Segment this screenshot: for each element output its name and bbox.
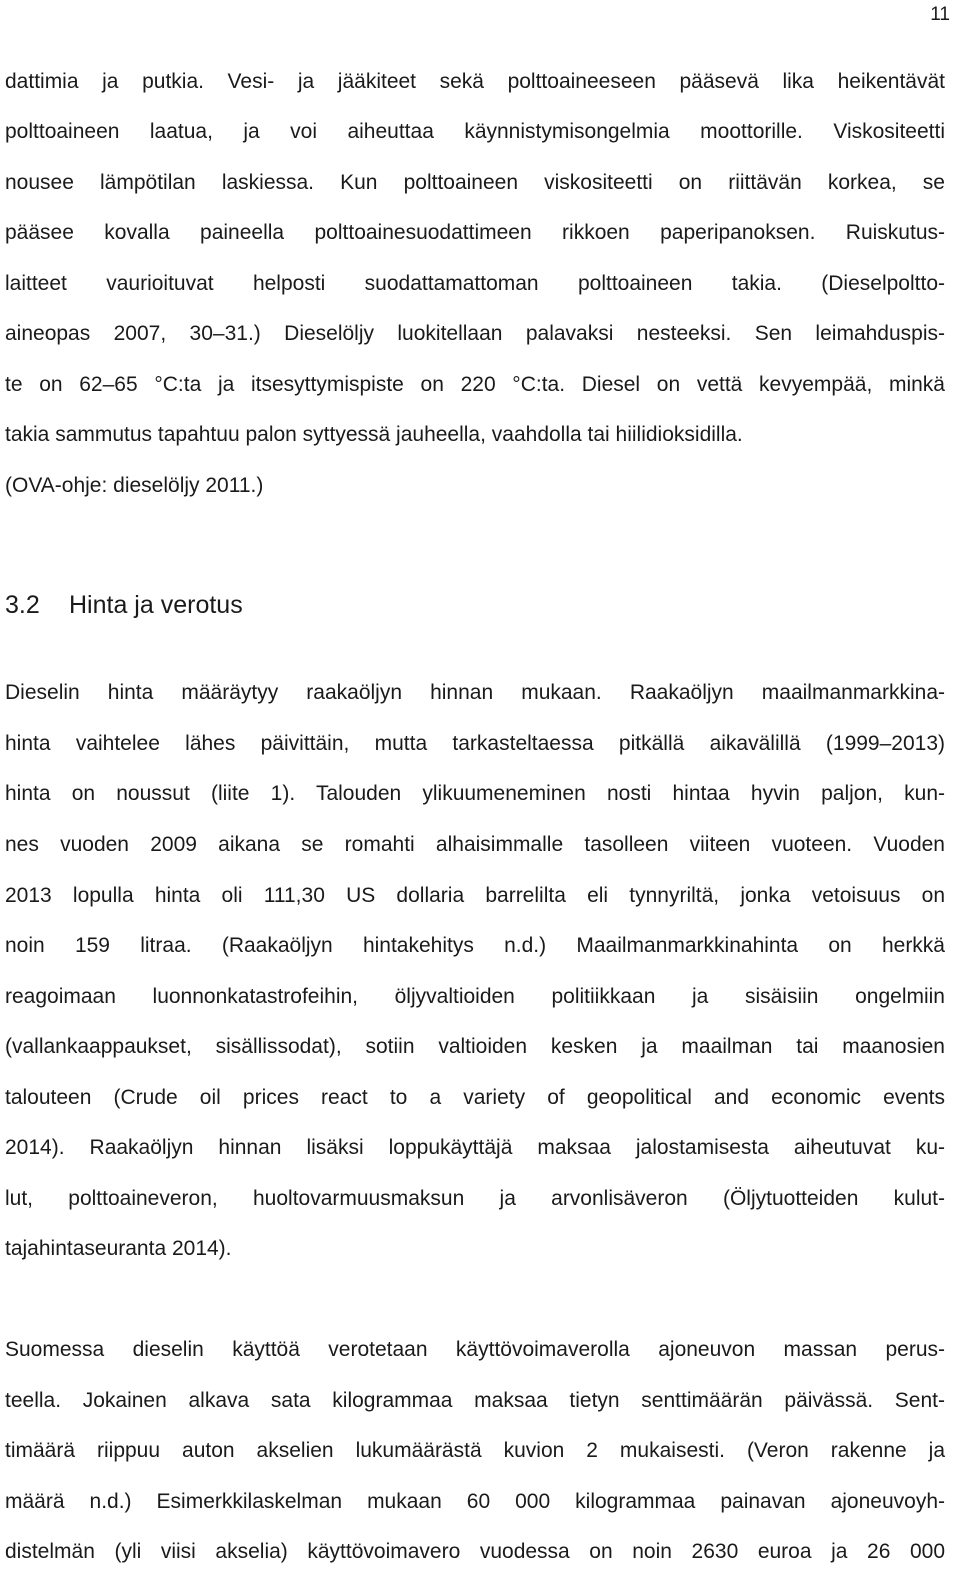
text-line: 2014). Raakaöljyn hinnan lisäksi loppukäyttäjä maksaa jalostamisesta aiheutuvat ku- (5, 1136, 945, 1159)
text-line: hinta on noussut (liite 1). Talouden ylikuumeneminen nosti hintaa hyvin paljon, kun- (5, 782, 945, 805)
section-number: 3.2 (5, 591, 40, 619)
text-line: Suomessa dieselin käyttöä verotetaan käyttövoimaverolla ajoneuvon massan perus- (5, 1338, 945, 1361)
section-heading (5, 585, 243, 625)
text-line: noin 159 litraa. (Raakaöljyn hintakehitys n.d.) Maailmanmarkkinahinta on herkkä (5, 934, 945, 957)
text-line: timäärä riippuu auton akselien lukumäärästä kuvion 2 mukaisesti. (Veron rakenne ja (5, 1439, 945, 1462)
text-line: te on 62–65 °C:ta ja itsesyttymispiste on 220 °C:ta. Diesel on vettä kevyempää, minkä (5, 373, 945, 396)
text-line: nes vuoden 2009 aikana se romahti alhaisimmalle tasolleen viiteen vuoteen. Vuoden (5, 833, 945, 856)
text-line: talouteen (Crude oil prices react to a variety of geopolitical and economic events (5, 1086, 945, 1109)
text-line: reagoimaan luonnonkatastrofeihin, öljyvaltioiden politiikkaan ja sisäisiin ongelmiin (5, 985, 945, 1008)
text-line: aineopas 2007, 30–31.) Dieselöljy luokitellaan palavaksi nesteeksi. Sen leimahduspis- (5, 322, 945, 345)
text-line: 2013 lopulla hinta oli 111,30 US dollaria barrelilta eli tynnyriltä, jonka vetoisuus on (5, 884, 945, 907)
text-line: (OVA-ohje: dieselöljy 2011.) (5, 474, 264, 497)
text-line: pääsee kovalla paineella polttoainesuodattimeen rikkoen paperipanoksen. Ruiskutus- (5, 221, 945, 244)
text-line: takia sammutus tapahtuu palon syttyessä jauheella, vaahdolla tai hiilidioksidilla. (5, 423, 743, 446)
page-number: 11 (930, 4, 950, 25)
section-title: Hinta ja verotus (69, 591, 243, 619)
text-line: dattimia ja putkia. Vesi- ja jääkiteet sekä polttoaineeseen pääsevä lika heikentävät (5, 70, 945, 93)
text-line: laitteet vaurioituvat helposti suodattamattoman polttoaineen takia. (Dieselpoltto- (5, 272, 945, 295)
text-line: distelmän (yli viisi akselia) käyttövoimavero vuodessa on noin 2630 euroa ja 26 000 (5, 1540, 945, 1563)
text-line: tajahintaseuranta 2014). (5, 1237, 232, 1260)
text-line: nousee lämpötilan laskiessa. Kun polttoaineen viskositeetti on riittävän korkea, se (5, 171, 945, 194)
text-line: polttoaineen laatua, ja voi aiheuttaa käynnistymisongelmia moottorille. Viskositeetti (5, 120, 945, 143)
text-line: lut, polttoaineveron, huoltovarmuusmaksun ja arvonlisäveron (Öljytuotteiden kulut- (5, 1187, 945, 1210)
text-line: (vallankaappaukset, sisällissodat), sotiin valtioiden kesken ja maailman tai maanosien (5, 1035, 945, 1058)
text-line: Dieselin hinta määräytyy raakaöljyn hinnan mukaan. Raakaöljyn maailmanmarkkina- (5, 681, 945, 704)
text-line: teella. Jokainen alkava sata kilogrammaa maksaa tietyn senttimäärän päivässä. Sent- (5, 1389, 945, 1412)
text-line: määrä n.d.) Esimerkkilaskelman mukaan 60 000 kilogrammaa painavan ajoneuvoyh- (5, 1490, 945, 1513)
text-line: hinta vaihtelee lähes päivittäin, mutta tarkasteltaessa pitkällä aikavälillä (1999–2013) (5, 732, 945, 755)
